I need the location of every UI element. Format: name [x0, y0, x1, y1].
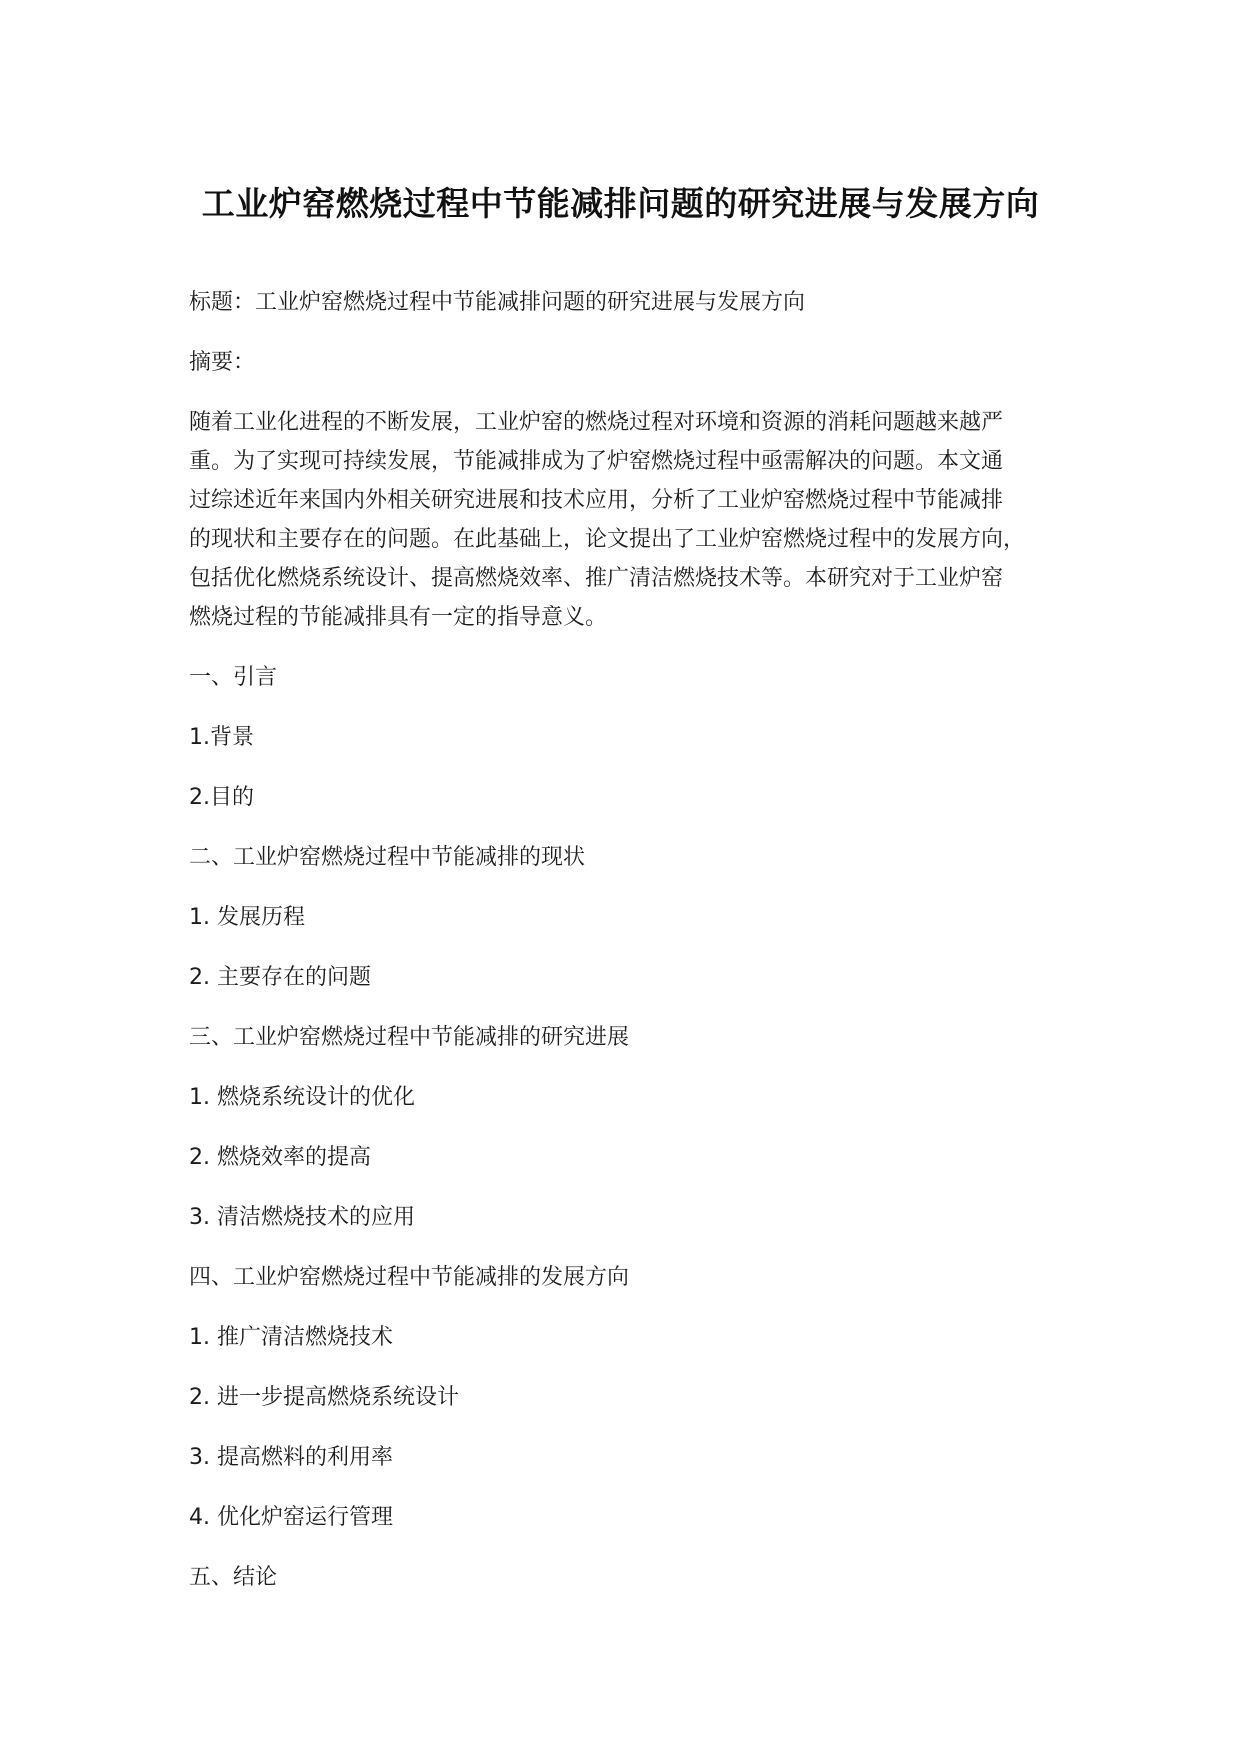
outline-heading-progress: 三、工业炉窑燃烧过程中节能减排的研究进展 — [189, 1025, 630, 1050]
outline-item: 1. 推广清洁燃烧技术 — [189, 1325, 393, 1350]
abstract-line: 重。为了实现可持续发展，节能减排成为了炉窑燃烧过程中亟需解决的问题。本文通 — [189, 449, 1004, 474]
outline-heading-direction: 四、工业炉窑燃烧过程中节能减排的发展方向 — [189, 1265, 630, 1290]
abstract-line: 随着工业化进程的不断发展，工业炉窑的燃烧过程对环境和资源的消耗问题越来越严 — [189, 410, 1004, 435]
outline-item: 3. 提高燃料的利用率 — [189, 1445, 393, 1470]
outline-item: 2. 主要存在的问题 — [189, 965, 371, 990]
abstract-line: 燃烧过程的节能减排具有一定的指导意义。 — [189, 605, 608, 630]
outline-heading-status: 二、工业炉窑燃烧过程中节能减排的现状 — [189, 845, 586, 870]
title-line: 标题：工业炉窑燃烧过程中节能减排问题的研究进展与发展方向 — [189, 290, 806, 315]
abstract-line: 过综述近年来国内外相关研究进展和技术应用，分析了工业炉窑燃烧过程中节能减排 — [189, 488, 1004, 513]
document-title: 工业炉窑燃烧过程中节能减排问题的研究进展与发展方向 — [201, 184, 1040, 223]
abstract-label: 摘要： — [189, 350, 256, 375]
abstract-line: 的现状和主要存在的问题。在此基础上，论文提出了工业炉窑燃烧过程中的发展方向， — [189, 527, 1026, 552]
outline-item: 3. 清洁燃烧技术的应用 — [189, 1205, 415, 1230]
outline-heading-conclusion: 五、结论 — [189, 1565, 278, 1590]
outline-item: 1.背景 — [189, 725, 254, 750]
outline-item: 1. 燃烧系统设计的优化 — [189, 1085, 415, 1110]
abstract-paragraph — [189, 403, 1089, 637]
outline-list — [189, 658, 1089, 1597]
outline-item: 1. 发展历程 — [189, 905, 305, 930]
abstract-line: 包括优化燃烧系统设计、提高燃烧效率、推广清洁燃烧技术等。本研究对于工业炉窑 — [189, 566, 1004, 591]
outline-item: 4. 优化炉窑运行管理 — [189, 1505, 393, 1530]
outline-item: 2. 进一步提高燃烧系统设计 — [189, 1385, 459, 1410]
outline-heading-introduction: 一、引言 — [189, 665, 278, 690]
outline-item: 2. 燃烧效率的提高 — [189, 1145, 371, 1170]
outline-item: 2.目的 — [189, 785, 254, 810]
document-body — [189, 283, 1089, 1618]
